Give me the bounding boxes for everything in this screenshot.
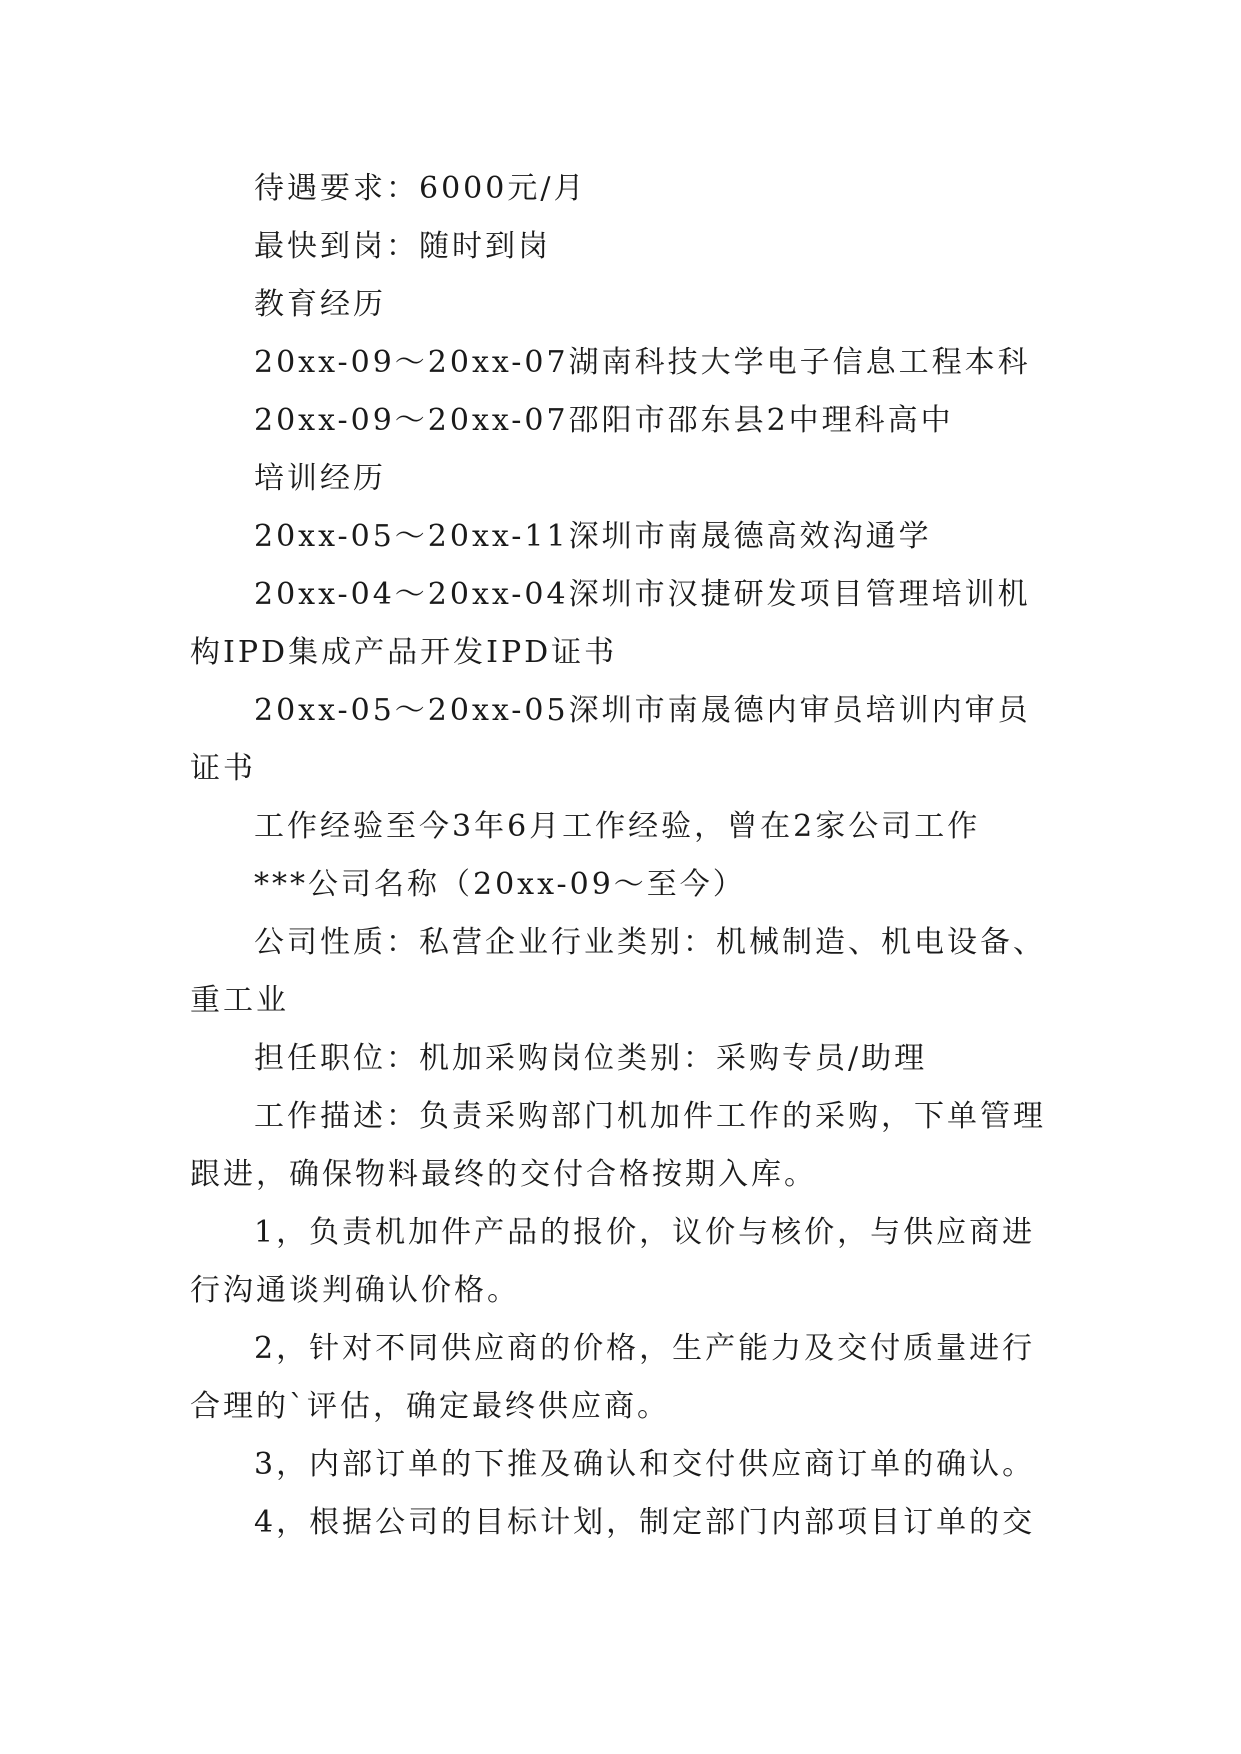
job-description: 工作描述：负责采购部门机加件工作的采购，下单管理跟进，确保物料最终的交付合格按期入库。 xyxy=(190,1099,1046,1192)
company-nature: 公司性质：私营企业行业类别：机械制造、机电设备、重工业 xyxy=(190,925,1046,1018)
document-body xyxy=(190,160,1060,1552)
duty-item: 2，针对不同供应商的价格，生产能力及交付质量进行合理的`评估，确定最终供应商。 xyxy=(190,1331,1036,1424)
salary-expectation: 待遇要求：6000元/月 xyxy=(254,171,587,206)
duty-item: 3，内部订单的下推及确认和交付供应商订单的确认。 xyxy=(254,1447,1036,1482)
training-heading: 培训经历 xyxy=(254,461,386,496)
education-entry: 20xx-09～20xx-07邵阳市邵东县2中理科高中 xyxy=(254,403,954,438)
duty-item: 4，根据公司的目标计划，制定部门内部项目订单的交 xyxy=(254,1505,1036,1540)
position-held: 担任职位：机加采购岗位类别：采购专员/助理 xyxy=(254,1041,928,1076)
availability: 最快到岗：随时到岗 xyxy=(254,229,551,264)
education-entry: 20xx-09～20xx-07湖南科技大学电子信息工程本科 xyxy=(254,345,1031,380)
work-experience-summary: 工作经验至今3年6月工作经验，曾在2家公司工作 xyxy=(254,809,981,844)
education-heading: 教育经历 xyxy=(254,287,386,322)
company-name: ***公司名称（20xx-09～至今） xyxy=(254,867,746,902)
duty-item: 1，负责机加件产品的报价，议价与核价，与供应商进行沟通谈判确认价格。 xyxy=(190,1215,1036,1308)
training-entry: 20xx-05～20xx-05深圳市南晟德内审员培训内审员证书 xyxy=(190,693,1031,786)
training-entry: 20xx-04～20xx-04深圳市汉捷研发项目管理培训机构IPD集成产品开发IPD证书 xyxy=(190,577,1031,670)
training-entry: 20xx-05～20xx-11深圳市南晟德高效沟通学 xyxy=(254,519,932,554)
